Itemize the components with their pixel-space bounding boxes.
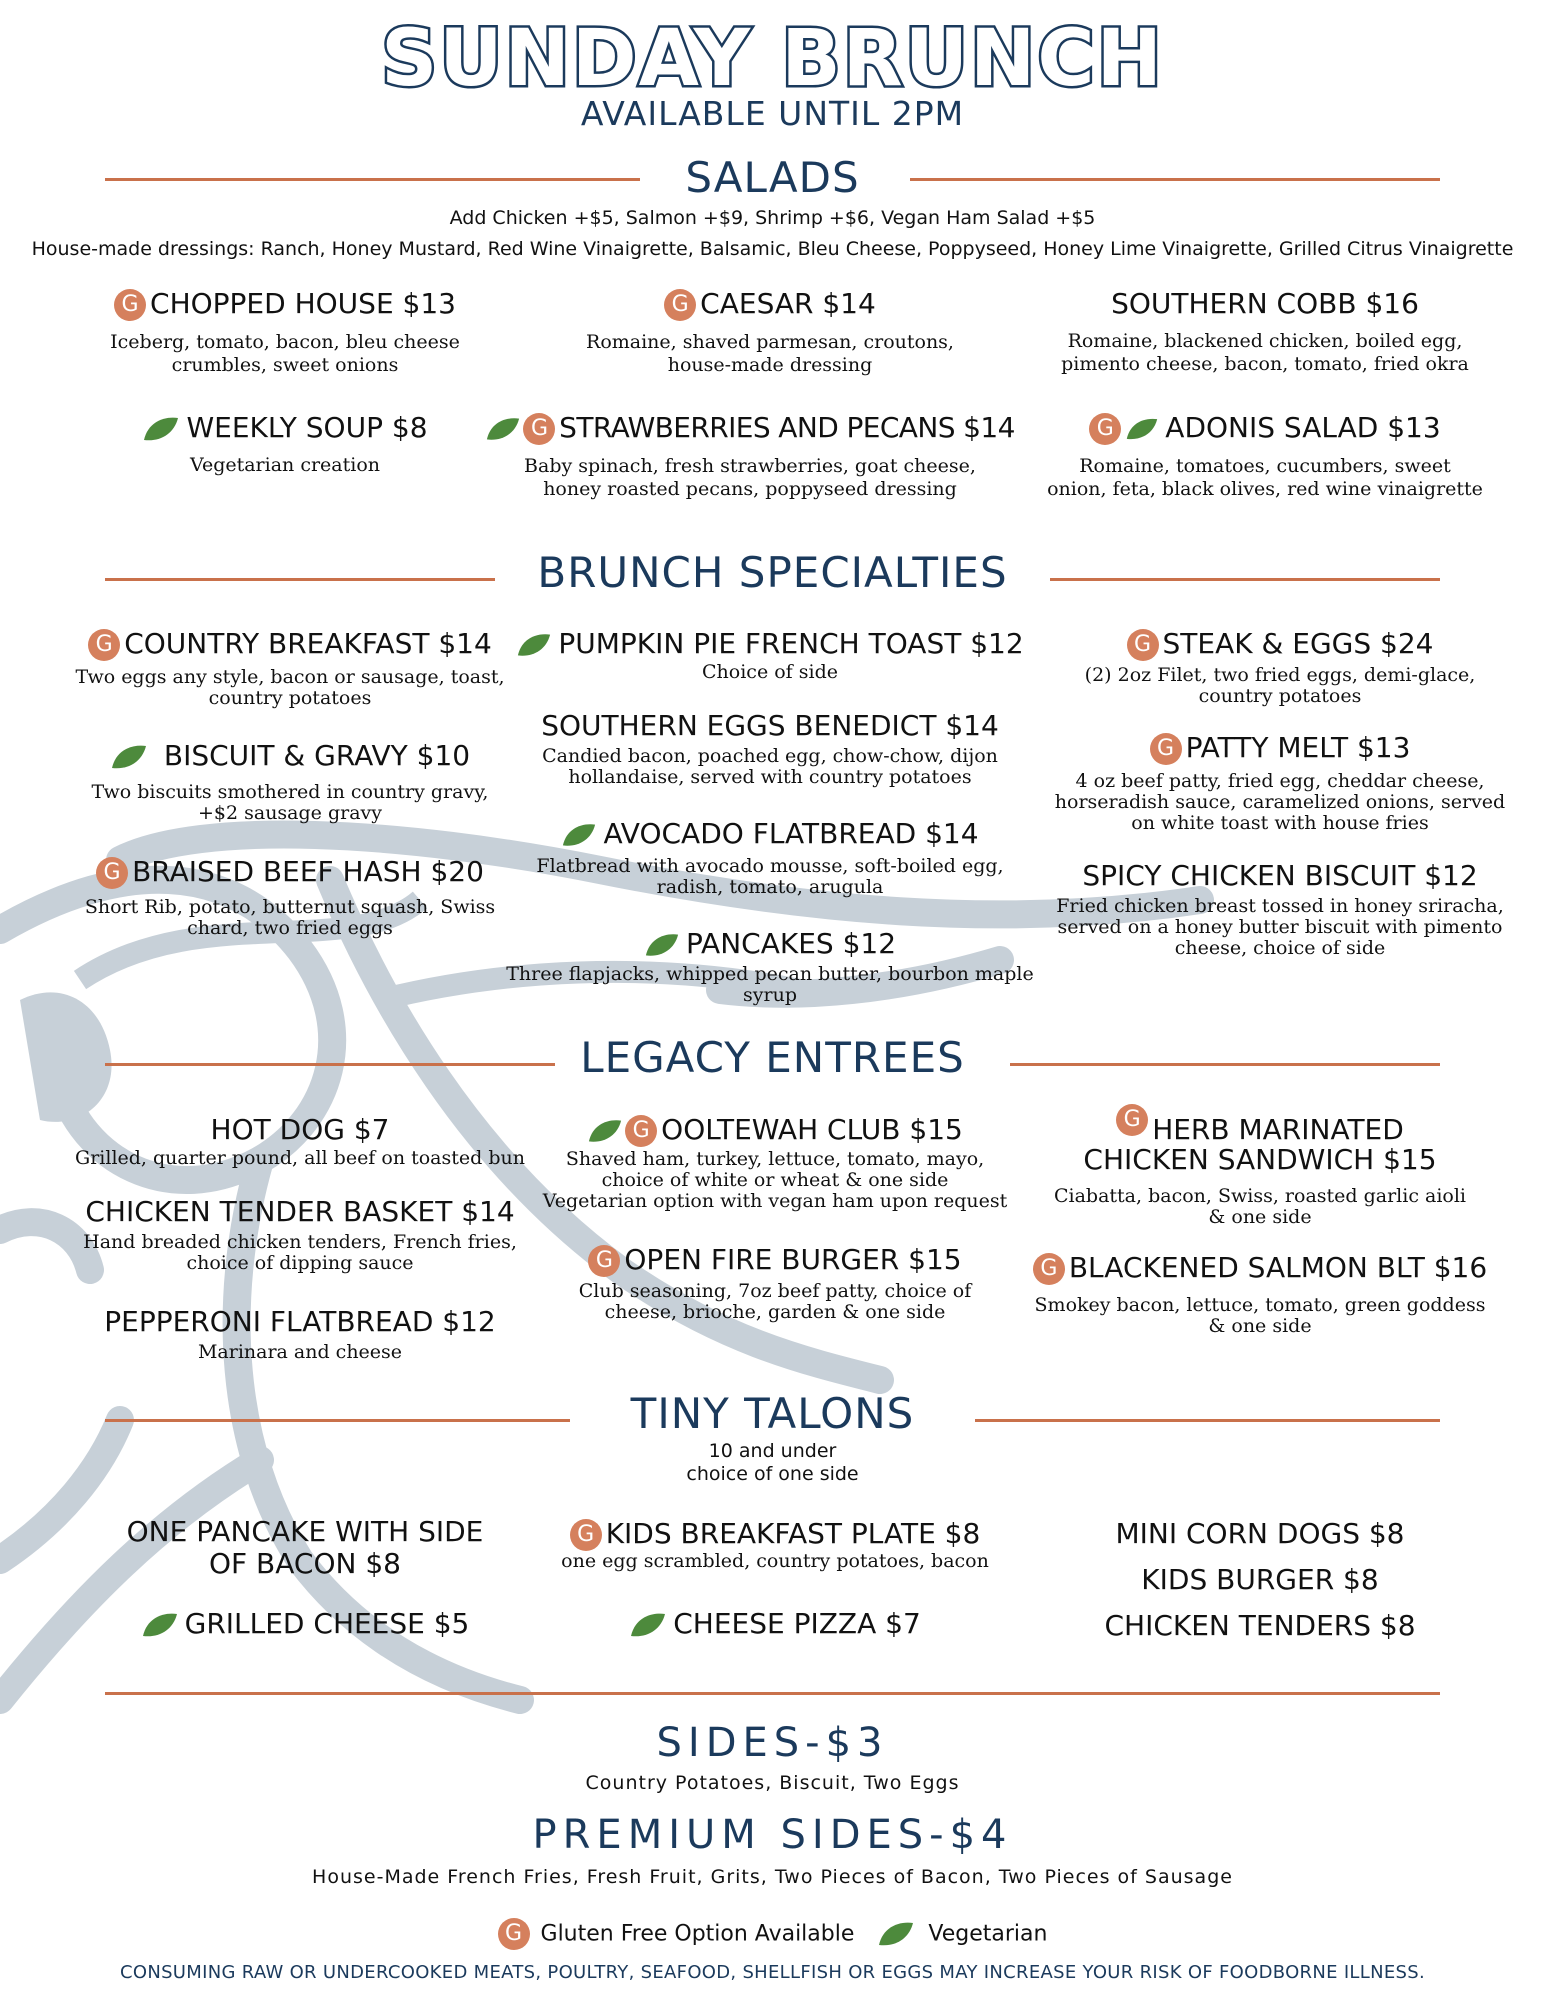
gluten-free-icon: G [498,1918,530,1950]
divider [105,1692,1440,1695]
item-name: PEPPERONI FLATBREAD $12 [104,1305,496,1338]
menu-item [60,1196,540,1274]
item-desc: +$2 sausage gravy [197,802,383,824]
item-name: GRILLED CHEESE $5 [184,1607,470,1640]
item-desc: Short Rib, potato, butternut squash, Swiss [84,896,496,918]
item-desc: Shaved ham, turkey, lettuce, tomato, mayo, [565,1148,985,1170]
gluten-free-icon: G [588,1245,620,1277]
menu-item [1045,732,1515,834]
item-desc: Two biscuits smothered in country gravy, [91,781,489,803]
menu-item [60,288,510,377]
legend [0,1918,1545,1950]
item-name: CHOPPED HOUSE $13 [150,287,456,320]
menu-item [60,412,510,477]
gluten-free-icon: G [570,1519,602,1551]
item-name: HERB MARINATED [1152,1113,1404,1146]
item-desc: Flatbread with avocado mousse, soft-boiled egg, [536,855,1004,877]
gluten-free-icon: G [1033,1253,1065,1285]
item-name: PANCAKES $12 [685,927,897,960]
menu-item [520,1608,1030,1640]
vegetarian-leaf-icon [1125,417,1159,441]
item-desc: & one side [1208,1315,1312,1337]
item-name: SOUTHERN EGGS BENEDICT $14 [541,709,999,742]
item-name: OF BACON $8 [209,1547,401,1580]
legend-gluten-free: Gluten Free Option Available [540,1921,855,1947]
vegetarian-leaf-icon [877,1921,915,1947]
item-desc: choice of dipping sauce [186,1252,414,1274]
menu-item [60,1608,550,1640]
item-desc: Choice of side [702,661,838,683]
item-name: SPICY CHICKEN BISCUIT $12 [1082,859,1478,892]
section-title-premium-sides: PREMIUM SIDES-$4 [532,1812,1013,1858]
item-name: BLACKENED SALMON BLT $16 [1068,1251,1488,1284]
section-title-tiny-talons: TINY TALONS [630,1389,915,1438]
menu-item [1020,1518,1500,1550]
item-desc: hollandaise, served with country potatoes [568,766,972,788]
item-desc: (2) 2oz Filet, two fried eggs, demi-glace, [1084,664,1476,686]
item-desc: served on a honey butter biscuit with pimento [1057,916,1503,938]
menu-item [490,818,1050,898]
item-desc: honey roasted pecans, poppyseed dressing [543,478,957,500]
item-desc: Vegetarian option with vegan ham upon request [542,1190,1008,1212]
item-desc: pimento cheese, bacon, tomato, fried okra [1061,353,1469,375]
salad-addons: Add Chicken +$5, Salmon +$9, Shrimp +$6, Vegan Ham Salad +$5 [449,207,1096,229]
gluten-free-icon: G [625,1115,657,1147]
item-desc: Smokey bacon, lettuce, tomato, green goddess [1034,1294,1486,1316]
menu-item [1045,860,1515,959]
item-name: WEEKLY SOUP $8 [186,411,428,444]
item-desc: Hand breaded chicken tenders, French fries, [83,1231,517,1253]
menu-subtitle: AVAILABLE UNTIL 2PM [580,94,965,133]
item-desc: choice of white or wheat & one side [601,1169,949,1191]
menu-item [50,740,530,824]
item-desc: house-made dressing [667,354,873,376]
menu-item [60,1306,540,1363]
item-desc: radish, tomato, arugula [656,876,884,898]
menu-item [490,710,1050,788]
section-title-brunch: BRUNCH SPECIALTIES [537,548,1008,597]
item-name: OPEN FIRE BURGER $15 [624,1243,962,1276]
item-desc: Romaine, tomatoes, cucumbers, sweet [1079,455,1451,477]
item-desc: Fried chicken breast tossed in honey sriracha, [1056,895,1504,917]
menu-item [1045,628,1515,707]
item-desc: Candied bacon, poached egg, chow-chow, dijon [542,745,998,767]
gluten-free-icon: G [1127,629,1159,661]
vegetarian-leaf-icon [587,1118,623,1144]
item-name: CHICKEN TENDER BASKET $14 [85,1195,515,1228]
vegetarian-leaf-icon [485,416,521,442]
item-name: ONE PANCAKE WITH SIDE [126,1515,484,1548]
menu-item [520,1244,1030,1323]
item-name: CAESAR $14 [700,287,876,320]
section-title-sides: SIDES-$3 [656,1720,889,1766]
item-desc: Vegetarian creation [189,454,381,476]
menu-item [50,628,530,709]
item-desc: Romaine, shaved parmesan, croutons, [586,331,954,353]
item-name: OOLTEWAH CLUB $15 [661,1113,963,1146]
item-desc: Iceberg, tomato, bacon, bleu cheese [110,331,460,353]
salad-dressings: House-made dressings: Ranch, Honey Mustard, Red Wine Vinaigrette, Balsamic, Bleu Cheese, Poppyseed, Honey Lime Vinaigrette, Grilled Citrus Vinaigrette [31,238,1514,260]
item-name: SOUTHERN COBB $16 [1111,287,1419,320]
tiny-note-age: 10 and under [708,1440,837,1462]
vegetarian-leaf-icon [142,416,180,442]
item-desc: cheese, brioche, garden & one side [604,1301,946,1323]
gluten-free-icon: G [114,289,146,321]
item-desc: & one side [1208,1206,1312,1228]
item-desc: Marinara and cheese [197,1341,403,1363]
menu-item [50,856,530,939]
item-desc: one egg scrambled, country potatoes, bacon [561,1550,989,1572]
item-name: PUMPKIN PIE FRENCH TOAST $12 [558,627,1024,660]
menu-item [1030,412,1500,501]
menu-item [1020,1610,1500,1642]
item-desc: Club seasoning, 7oz beef patty, choice of [578,1280,972,1302]
item-desc: Ciabatta, bacon, Swiss, roasted garlic aioli [1053,1185,1467,1207]
item-desc: crumbles, sweet onions [171,354,399,376]
gluten-free-icon: G [664,289,696,321]
menu-item [1020,1104,1500,1228]
gluten-free-icon: G [88,629,120,661]
item-name: HOT DOG $7 [210,1113,390,1146]
item-name: AVOCADO FLATBREAD $14 [603,817,979,850]
item-desc: Three flapjacks, whipped pecan butter, bourbon maple syrup [506,963,1034,1006]
legend-vegetarian: Vegetarian [928,1921,1048,1947]
menu-item [520,1114,1030,1212]
item-desc: Romaine, blackened chicken, boiled egg, [1067,330,1463,352]
menu-item [490,628,1050,683]
vegetarian-leaf-icon [561,822,597,848]
item-desc: country potatoes [1198,685,1362,707]
item-desc: Baby spinach, fresh strawberries, goat cheese, [524,455,976,477]
item-name: MINI CORN DOGS $8 [1115,1517,1405,1550]
menu-item [1020,1252,1500,1337]
section-title-legacy: LEGACY ENTREES [580,1033,965,1082]
menu-item [545,288,995,377]
item-desc: chard, two fried eggs [187,917,393,939]
vegetarian-leaf-icon [644,932,680,958]
item-name: STRAWBERRIES AND PECANS $14 [559,411,1015,444]
section-title-salads: SALADS [685,153,860,202]
item-name: KIDS BREAKFAST PLATE $8 [605,1517,981,1550]
menu-item [490,928,1050,1006]
menu-item [470,412,1030,501]
menu-item [60,1516,550,1580]
item-name: BISCUIT & GRAVY $10 [163,739,471,772]
gluten-free-icon: G [1150,733,1182,765]
menu-item [60,1114,540,1169]
item-desc: country potatoes [208,687,372,709]
item-name: ADONIS SALAD $13 [1165,411,1441,444]
item-name: STEAK & EGGS $24 [1162,627,1434,660]
item-name: PATTY MELT $13 [1185,731,1411,764]
item-name: CHICKEN SANDWICH $15 [1083,1143,1437,1176]
item-desc: horseradish sauce, caramelized onions, served [1054,791,1506,813]
item-desc: onion, feta, black olives, red wine vinaigrette [1047,478,1483,500]
item-desc: 4 oz beef patty, fried egg, cheddar cheese, [1075,770,1485,792]
vegetarian-leaf-icon [516,632,552,658]
menu-item [1030,288,1500,376]
tiny-note-side: choice of one side [686,1463,859,1485]
item-desc: Two eggs any style, bacon or sausage, toast, [75,666,505,688]
gluten-free-icon: G [523,413,555,445]
premium-sides-list: House-Made French Fries, Fresh Fruit, Grits, Two Pieces of Bacon, Two Pieces of Sausage [312,1866,1233,1888]
foodborne-disclaimer: CONSUMING RAW OR UNDERCOOKED MEATS, POULTRY, SEAFOOD, SHELLFISH OR EGGS MAY INCREASE YOUR RISK OF FOODBORNE ILLNESS. [119,1962,1426,1983]
menu-title: SUNDAY BRUNCH [381,14,1164,104]
item-desc: cheese, choice of side [1174,937,1386,959]
item-desc: Grilled, quarter pound, all beef on toasted bun [75,1147,525,1169]
menu-item [520,1518,1030,1572]
item-name: CHEESE PIZZA $7 [673,1607,921,1640]
vegetarian-leaf-icon [110,744,148,770]
gluten-free-icon: G [1116,1104,1148,1136]
item-name: KIDS BURGER $8 [1141,1563,1379,1596]
item-name: CHICKEN TENDERS $8 [1104,1609,1416,1642]
vegetarian-leaf-icon [141,1612,179,1638]
sides-list: Country Potatoes, Biscuit, Two Eggs [585,1772,960,1794]
item-name: COUNTRY BREAKFAST $14 [124,627,492,660]
gluten-free-icon: G [96,857,128,889]
item-name: BRAISED BEEF HASH $20 [132,855,484,888]
gluten-free-icon: G [1089,413,1121,445]
menu-item [1020,1564,1500,1596]
item-desc: on white toast with house fries [1131,812,1429,834]
vegetarian-leaf-icon [629,1612,667,1638]
